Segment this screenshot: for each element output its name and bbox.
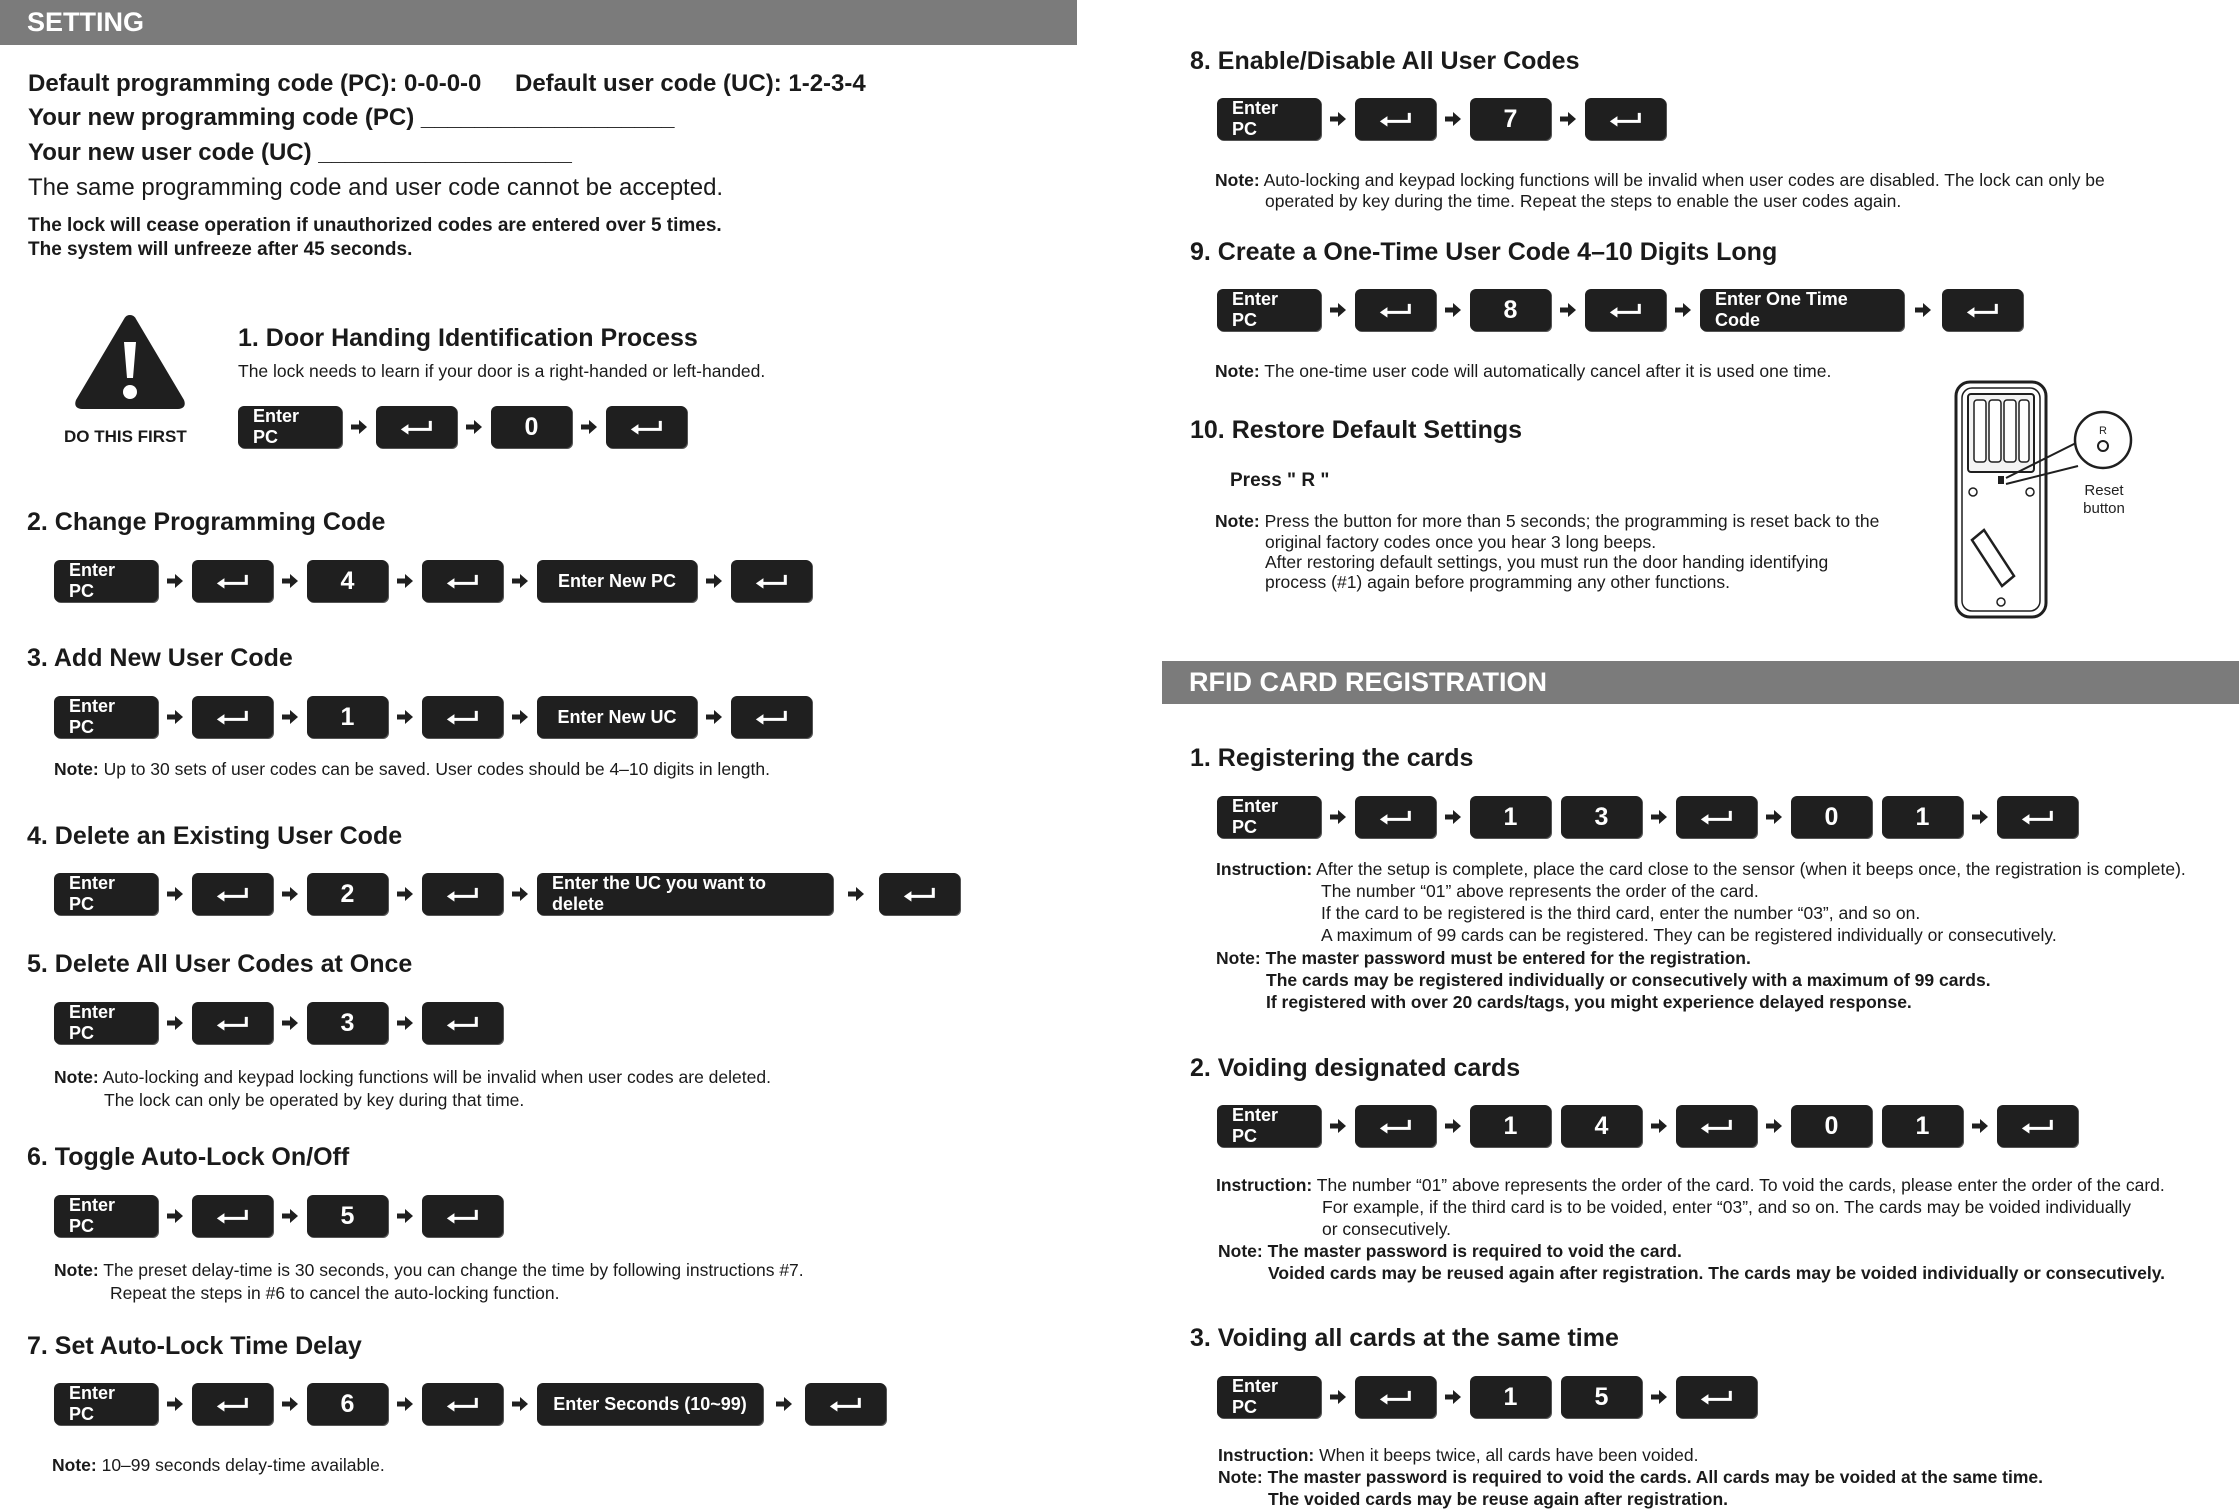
note-label: Note: (1215, 511, 1260, 531)
s1-desc: The lock needs to learn if your door is a right-handed or left-handed. (238, 361, 766, 381)
digit-key: 1 (1882, 796, 1963, 838)
digit-key: 3 (307, 1002, 388, 1044)
arrow-icon (503, 710, 537, 724)
enter-pc-key: Enter PC (54, 1195, 158, 1237)
enter-key-icon (1676, 1376, 1757, 1418)
arrow-icon (388, 710, 422, 724)
s1-title: 1. Door Handing Identification Process (238, 324, 698, 352)
s3-note (54, 758, 770, 780)
arrow-icon (1436, 112, 1470, 126)
arrow-icon (1904, 303, 1942, 317)
note-label: Note: (54, 1260, 99, 1280)
digit-key: 0 (1791, 796, 1872, 838)
arrow-icon (388, 887, 422, 901)
note-label: Note: (52, 1455, 97, 1475)
r1-instruction-4: A maximum of 99 cards can be registered. They can be registered individually or consecutively. (1321, 925, 2057, 945)
default-pc: Default programming code (PC): 0-0-0-0 (28, 70, 482, 97)
instruction-label: Instruction: (1216, 1175, 1313, 1195)
instruction-text: The number “01” above represents the order of the card. To void the cards, please enter the order of the card. (1316, 1175, 2165, 1195)
same-code-rule: The same programming code and user code cannot be accepted. (28, 174, 724, 201)
enter-new-pc-key: Enter New PC (537, 560, 697, 602)
r1-seq (1217, 796, 2078, 838)
digit-key: 2 (307, 873, 388, 915)
enter-key-icon (422, 560, 503, 602)
note-label: Note: (54, 1067, 99, 1087)
r2-note-1: Note: The master password is required to void the card. (1218, 1241, 1682, 1261)
r3-note-1: Note: The master password is required to void the cards. All cards may be voided at the same time. (1218, 1467, 2044, 1487)
enter-key-icon (192, 1195, 273, 1237)
enter-key-icon (606, 406, 687, 448)
enter-key-icon (376, 406, 457, 448)
arrow-icon (1321, 810, 1355, 824)
s6-note-2: Repeat the steps in #6 to cancel the auto-locking function. (110, 1283, 560, 1303)
enter-key-icon (1355, 1376, 1436, 1418)
arrow-icon (1551, 112, 1585, 126)
s10-note-2: original factory codes once you hear 3 long beeps. (1265, 532, 1657, 552)
s4-seq (54, 873, 960, 915)
r3-title: 3. Voiding all cards at the same time (1190, 1324, 1619, 1352)
arrow-icon (503, 574, 537, 588)
s3-seq (54, 696, 812, 738)
r2-instruction-2: For example, if the third card is to be voided, enter “03”, and so on. The cards may be voided individually (1322, 1197, 2131, 1217)
arrow-icon (158, 574, 192, 588)
arrow-icon (388, 1209, 422, 1223)
note-text: Press the button for more than 5 seconds; the programming is reset back to the (1264, 511, 1880, 531)
enter-key-icon (192, 1002, 273, 1044)
instruction-text: After the setup is complete, place the card close to the sensor (when it beeps once, the registration is complete). (1316, 859, 2186, 879)
setting-header-bar (0, 0, 1077, 45)
enter-pc-key: Enter PC (1217, 1105, 1321, 1147)
enter-key-icon (422, 1002, 503, 1044)
enter-key-icon (422, 1383, 503, 1425)
s7-note (52, 1454, 385, 1476)
r3-seq (1217, 1376, 1757, 1418)
note-label: Note: (54, 759, 99, 779)
note-label: Note: (1215, 170, 1260, 190)
s2-seq (54, 560, 812, 602)
digit-key: 5 (1561, 1376, 1642, 1418)
press-r: Press " R " (1230, 470, 1330, 491)
s8-title: 8. Enable/Disable All User Codes (1190, 47, 1580, 75)
arrow-icon (273, 887, 307, 901)
r3-note-2: The voided cards may be reuse again after registration. (1268, 1489, 1729, 1509)
instruction-label: Instruction: (1216, 859, 1313, 879)
r2-instruction (1216, 1174, 2165, 1196)
arrow-icon (1642, 1119, 1676, 1133)
s8-note-2: operated by key during the time. Repeat the steps to enable the user codes again. (1265, 191, 1902, 211)
s7-title: 7. Set Auto-Lock Time Delay (27, 1332, 362, 1360)
enter-key-icon (731, 560, 812, 602)
arrow-icon (1551, 303, 1585, 317)
enter-key-icon (192, 1383, 273, 1425)
r2-instruction-3: or consecutively. (1322, 1219, 1452, 1239)
arrow-icon (457, 420, 491, 434)
s4-title: 4. Delete an Existing User Code (27, 822, 403, 850)
enter-pc-key: Enter PC (1217, 796, 1321, 838)
digit-key: 3 (1561, 796, 1642, 838)
arrow-icon (1321, 1119, 1355, 1133)
s5-note-2: The lock can only be operated by key during that time. (104, 1090, 525, 1110)
unfreeze-note: The system will unfreeze after 45 seconds. (28, 239, 413, 260)
enter-key-icon (1942, 289, 2023, 331)
arrow-icon (1757, 1119, 1791, 1133)
enter-key-icon (422, 696, 503, 738)
reset-button-label-1: Reset (2084, 482, 2124, 499)
s9-note (1215, 360, 1831, 382)
enter-key-icon (1355, 796, 1436, 838)
enter-pc-key: Enter PC (238, 406, 342, 448)
arrow-icon (572, 420, 606, 434)
s2-title: 2. Change Programming Code (27, 508, 386, 536)
arrow-icon (1757, 810, 1791, 824)
enter-key-icon (422, 873, 503, 915)
s6-title: 6. Toggle Auto-Lock On/Off (27, 1143, 350, 1171)
digit-key: 1 (1470, 796, 1551, 838)
r1-title: 1. Registering the cards (1190, 744, 1474, 772)
s10-note (1215, 510, 1879, 532)
s9-seq (1217, 289, 2023, 331)
note-text: 10–99 seconds delay-time available. (101, 1455, 385, 1475)
note-text: Up to 30 sets of user codes can be saved. User codes should be 4–10 digits in length. (103, 759, 770, 779)
enter-key-icon (1997, 796, 2078, 838)
enter-new-uc-key: Enter New UC (537, 696, 697, 738)
digit-key: 5 (307, 1195, 388, 1237)
r2-title: 2. Voiding designated cards (1190, 1054, 1521, 1082)
setting-header: SETTING (27, 7, 145, 37)
arrow-icon (503, 887, 537, 901)
enter-pc-key: Enter PC (54, 1383, 158, 1425)
rfid-header: RFID CARD REGISTRATION (1189, 667, 1547, 697)
enter-pc-key: Enter PC (1217, 289, 1321, 331)
arrow-icon (503, 1397, 537, 1411)
arrow-icon (1436, 303, 1470, 317)
digit-key: 1 (1470, 1376, 1551, 1418)
s9-title: 9. Create a One-Time User Code 4–10 Digits Long (1190, 238, 1778, 266)
enter-key-icon (731, 696, 812, 738)
arrow-icon (1642, 810, 1676, 824)
arrow-icon (388, 1016, 422, 1030)
enter-key-icon (879, 873, 960, 915)
enter-key-icon (1355, 98, 1436, 140)
s8-note (1215, 169, 2105, 191)
new-pc-line: Your new programming code (PC) ___________________ (28, 104, 675, 131)
do-this-first: DO THIS FIRST (64, 427, 187, 446)
arrow-icon (388, 574, 422, 588)
arrow-icon (342, 420, 376, 434)
new-uc-line: Your new user code (UC) ___________________ (28, 139, 572, 166)
enter-key-icon (1585, 289, 1666, 331)
enter-key-icon (1355, 289, 1436, 331)
note-text: Auto-locking and keypad locking functions will be invalid when user codes are disabled. The lock can only be (1263, 170, 2105, 190)
s1-seq (238, 406, 687, 448)
digit-key: 1 (307, 696, 388, 738)
note-label: Note: (1215, 361, 1260, 381)
s7-seq (54, 1383, 886, 1425)
arrow-icon (1666, 303, 1700, 317)
enter-pc-key: Enter PC (1217, 98, 1321, 140)
reset-button-label-2: button (2083, 500, 2125, 517)
arrow-icon (1963, 1119, 1997, 1133)
enter-pc-key: Enter PC (54, 696, 158, 738)
arrow-icon (833, 887, 879, 901)
s5-title: 5. Delete All User Codes at Once (27, 950, 413, 978)
r2-note-2: Voided cards may be reused again after registration. The cards may be voided individually or consecutively. (1268, 1263, 2166, 1283)
s8-seq (1217, 98, 1666, 140)
arrow-icon (273, 1209, 307, 1223)
default-uc: Default user code (UC): 1-2-3-4 (515, 70, 866, 97)
warning-icon (72, 312, 188, 412)
arrow-icon (1436, 1390, 1470, 1404)
arrow-icon (1436, 810, 1470, 824)
arrow-icon (158, 1397, 192, 1411)
enter-pc-key: Enter PC (54, 1002, 158, 1044)
arrow-icon (273, 1016, 307, 1030)
digit-key: 1 (1470, 1105, 1551, 1147)
r2-seq (1217, 1105, 2078, 1147)
arrow-icon (273, 574, 307, 588)
arrow-icon (1321, 303, 1355, 317)
enter-key-icon (1355, 1105, 1436, 1147)
digit-key: 6 (307, 1383, 388, 1425)
digit-key: 8 (1470, 289, 1551, 331)
s6-seq (54, 1195, 503, 1237)
enter-one-time-code-key: Enter One Time Code (1700, 289, 1904, 331)
s6-note (54, 1259, 804, 1281)
instruction-text: When it beeps twice, all cards have been voided. (1319, 1445, 1699, 1465)
lock-back-panel-icon (1948, 380, 2148, 620)
arrow-icon (1321, 112, 1355, 126)
enter-key-icon (192, 560, 273, 602)
arrow-icon (697, 574, 731, 588)
enter-key-icon (1676, 1105, 1757, 1147)
digit-key: 7 (1470, 98, 1551, 140)
enter-key-icon (422, 1195, 503, 1237)
rfid-header-bar (1162, 661, 2239, 704)
arrow-icon (158, 887, 192, 901)
enter-key-icon (1585, 98, 1666, 140)
enter-key-icon (1997, 1105, 2078, 1147)
note-text: Auto-locking and keypad locking functions will be invalid when user codes are deleted. (102, 1067, 771, 1087)
enter-key-icon (192, 873, 273, 915)
arrow-icon (697, 710, 731, 724)
s3-title: 3. Add New User Code (27, 644, 293, 672)
r1-note-1: Note: The master password must be entered for the registration. (1216, 948, 1751, 968)
arrow-icon (158, 1016, 192, 1030)
s10-title: 10. Restore Default Settings (1190, 416, 1523, 444)
arrow-icon (1436, 1119, 1470, 1133)
enter-pc-key: Enter PC (54, 873, 158, 915)
arrow-icon (1642, 1390, 1676, 1404)
note-text: The one-time user code will automatically cancel after it is used one time. (1264, 361, 1832, 381)
note-text: The preset delay-time is 30 seconds, you can change the time by following instructions #7. (103, 1260, 804, 1280)
enter-seconds-key: Enter Seconds (10~99) (537, 1383, 763, 1425)
enter-uc-delete-key: Enter the UC you want to delete (537, 873, 833, 915)
cease-warning: The lock will cease operation if unauthorized codes are entered over 5 times. (28, 215, 722, 236)
enter-key-icon (1676, 796, 1757, 838)
arrow-icon (763, 1397, 805, 1411)
digit-key: 4 (307, 560, 388, 602)
digit-key: 4 (1561, 1105, 1642, 1147)
s5-seq (54, 1002, 503, 1044)
r1-instruction-3: If the card to be registered is the third card, enter the number “03”, and so on. (1321, 903, 1921, 923)
arrow-icon (388, 1397, 422, 1411)
arrow-icon (1963, 810, 1997, 824)
r1-note-2: The cards may be registered individually or consecutively with a maximum of 99 cards. (1266, 970, 1991, 990)
enter-pc-key: Enter PC (54, 560, 158, 602)
s10-note-3: After restoring default settings, you must run the door handing identifying (1265, 552, 1829, 572)
arrow-icon (158, 1209, 192, 1223)
digit-key: 0 (491, 406, 572, 448)
enter-pc-key: Enter PC (1217, 1376, 1321, 1418)
r1-instruction-2: The number “01” above represents the order of the card. (1321, 881, 1759, 901)
enter-key-icon (192, 696, 273, 738)
digit-key: 0 (1791, 1105, 1872, 1147)
digit-key: 1 (1882, 1105, 1963, 1147)
r3-instruction (1218, 1444, 1699, 1466)
arrow-icon (273, 1397, 307, 1411)
arrow-icon (1321, 1390, 1355, 1404)
enter-key-icon (805, 1383, 886, 1425)
arrow-icon (273, 710, 307, 724)
r1-note-3: If registered with over 20 cards/tags, you might experience delayed response. (1266, 992, 1912, 1012)
reset-r-label: R (2099, 425, 2107, 437)
instruction-label: Instruction: (1218, 1445, 1315, 1465)
r1-instruction (1216, 858, 2186, 880)
arrow-icon (158, 710, 192, 724)
s10-note-4: process (#1) again before programming any other functions. (1265, 572, 1730, 592)
s5-note (54, 1066, 771, 1088)
